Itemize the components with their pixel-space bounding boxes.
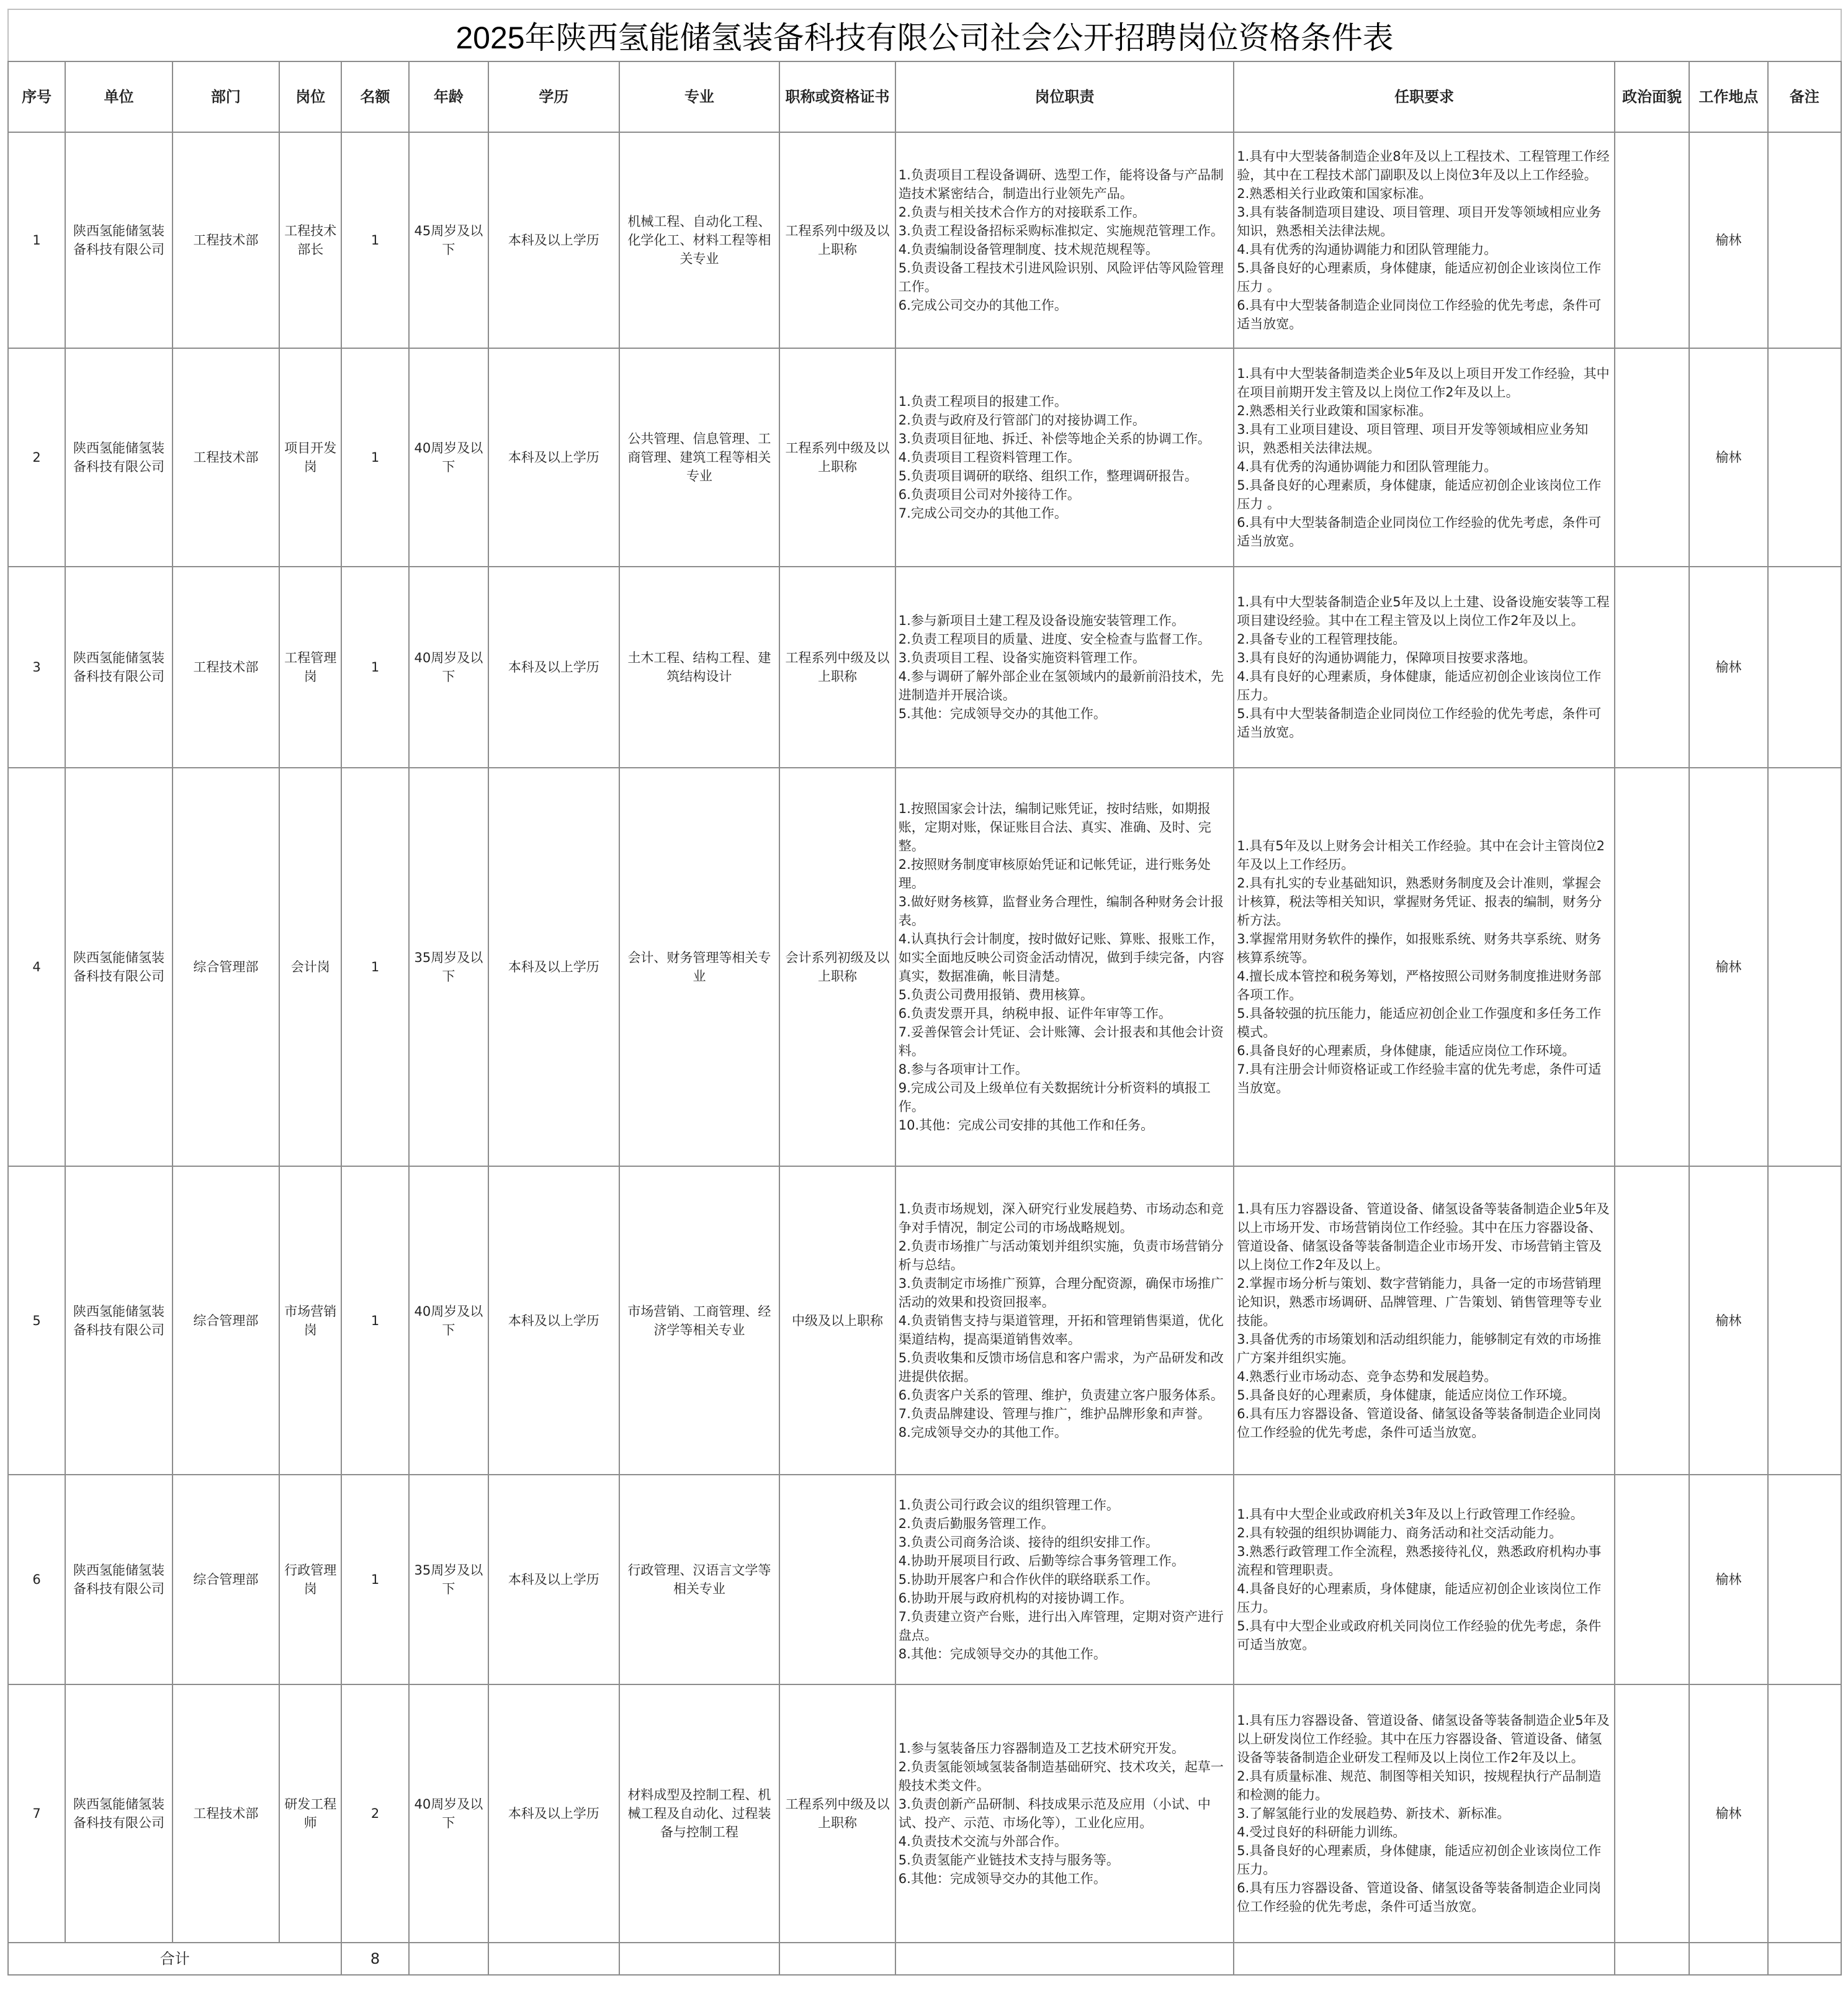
- requirement-item: 3.了解氢能行业的发展趋势、新技术、新标准。: [1237, 1806, 1510, 1821]
- requirement-item: 2.具有质量标准、规范、制图等相关知识，按规程执行产品制造和检测的能力。: [1237, 1769, 1602, 1802]
- duty-item: 1.负责公司行政会议的组织管理工作。: [898, 1498, 1119, 1513]
- cell-politics: [1615, 768, 1689, 1166]
- cell-unit: 陕西氢能储氢装备科技有限公司: [65, 1475, 172, 1684]
- cell-major: 土木工程、结构工程、建筑结构设计: [619, 567, 780, 768]
- duty-item: 5.其他：完成领导交办的其他工作。: [898, 706, 1106, 721]
- cell-remark: [1768, 1166, 1841, 1475]
- total-empty-cell: [488, 1943, 619, 1975]
- cell-no: 5: [8, 1166, 65, 1475]
- cell-major: 机械工程、自动化工程、化学化工、材料工程等相关专业: [619, 132, 780, 348]
- requirement-item: 5.具备良好的心理素质，身体健康，能适应初创企业该岗位工作压力。: [1237, 1843, 1602, 1877]
- requirement-item: 2.掌握市场分析与策划、数字营销能力，具备一定的市场营销理论知识，熟悉市场调研、品牌管理、广告策划、销售管理等专业技能。: [1237, 1275, 1602, 1328]
- requirement-item: 3.具有良好的沟通协调能力，保障项目按要求落地。: [1237, 650, 1536, 665]
- cell-location: 榆林: [1689, 1166, 1767, 1475]
- cell-dept: 工程技术部: [173, 1684, 279, 1943]
- cell-location: 榆林: [1689, 1684, 1767, 1943]
- cell-requirements: [1234, 1166, 1615, 1475]
- requirement-item: 6.具有中大型装备制造企业同岗位工作经验的优先考虑，条件可适当放宽。: [1237, 298, 1602, 331]
- cell-politics: [1615, 132, 1689, 348]
- table-row: [8, 567, 1841, 768]
- requirement-item: 1.具有中大型装备制造企业8年及以上工程技术、工程管理工作经验，其中在工程技术部门副职及以上岗位3年及以上工作经验。: [1237, 149, 1610, 182]
- cell-location: 榆林: [1689, 768, 1767, 1166]
- duty-item: 4.参与调研了解外部企业在氢领域内的最新前沿技术，先进制造并开展洽谈。: [898, 669, 1224, 703]
- cell-unit: 陕西氢能储氢装备科技有限公司: [65, 567, 172, 768]
- duty-item: 6.其他：完成领导交办的其他工作。: [898, 1871, 1106, 1886]
- cell-requirements: [1234, 768, 1615, 1166]
- cell-location: 榆林: [1689, 348, 1767, 567]
- requirement-item: 1.具有中大型装备制造类企业5年及以上项目开发工作经验，其中在项目前期开发主管及以上岗位工作2年及以上。: [1237, 366, 1610, 400]
- cell-edu: 本科及以上学历: [488, 1475, 619, 1684]
- cell-cert: 工程系列中级及以上职称: [779, 132, 895, 348]
- col-header-cert: 职称或资格证书: [779, 61, 895, 132]
- cell-dept: 综合管理部: [173, 1475, 279, 1684]
- cell-post: 研发工程师: [279, 1684, 341, 1943]
- requirement-item: 5.具有中大型企业或政府机关同岗位工作经验的优先考虑，条件可适当放宽。: [1237, 1619, 1602, 1652]
- cell-remark: [1768, 1684, 1841, 1943]
- cell-no: 3: [8, 567, 65, 768]
- cell-duties: [895, 567, 1234, 768]
- sheet-title: 2025年陕西氢能储氢装备科技有限公司社会公开招聘岗位资格条件表: [7, 9, 1842, 61]
- cell-age: 40周岁及以下: [409, 1166, 488, 1475]
- cell-no: 6: [8, 1475, 65, 1684]
- requirement-item: 5.具备良好的心理素质，身体健康，能适应初创企业该岗位工作压力 。: [1237, 261, 1602, 294]
- total-empty-cell: [619, 1943, 780, 1975]
- table-row: [8, 768, 1841, 1166]
- cell-politics: [1615, 1475, 1689, 1684]
- requirement-item: 4.具有良好的心理素质，身体健康，能适应初创企业该岗位工作压力。: [1237, 669, 1602, 703]
- duty-item: 7.负责建立资产台账，进行出入库管理，定期对资产进行盘点。: [898, 1609, 1224, 1643]
- duty-item: 4.负责项目工程资料管理工作。: [898, 450, 1080, 465]
- table-row: [8, 132, 1841, 348]
- cell-post: 行政管理岗: [279, 1475, 341, 1684]
- requirement-item: 3.具备优秀的市场策划和活动组织能力，能够制定有效的市场推广方案并组织实施。: [1237, 1331, 1602, 1365]
- requirement-item: 2.具有较强的组织协调能力、商务活动和社交活动能力。: [1237, 1526, 1563, 1540]
- col-header-politics: 政治面貌: [1615, 61, 1689, 132]
- duty-item: 3.做好财务核算，监督业务合理性，编制各种财务会计报表。: [898, 894, 1224, 928]
- duty-item: 2.按照财务制度审核原始凭证和记帐凭证，进行账务处理。: [898, 857, 1211, 891]
- duty-item: 1.负责工程项目的报建工作。: [898, 394, 1067, 409]
- cell-count: 1: [341, 132, 408, 348]
- cell-remark: [1768, 1475, 1841, 1684]
- duty-item: 8.参与各项审计工作。: [898, 1062, 1028, 1077]
- cell-duties: [895, 1166, 1234, 1475]
- cell-politics: [1615, 1166, 1689, 1475]
- requirement-item: 7.具有注册会计师资格证或工作经验丰富的优先考虑，条件可适当放宽。: [1237, 1062, 1602, 1095]
- cell-major: 行政管理、汉语言文学等相关专业: [619, 1475, 780, 1684]
- cell-duties: [895, 768, 1234, 1166]
- cell-requirements: [1234, 132, 1615, 348]
- total-empty-cell: [779, 1943, 895, 1975]
- duty-item: 6.协助开展与政府机构的对接协调工作。: [898, 1591, 1133, 1606]
- duty-item: 3.负责项目工程、设备实施资料管理工作。: [898, 650, 1146, 665]
- requirement-item: 3.掌握常用财务软件的操作，如报账系统、财务共享系统、财务核算系统等。: [1237, 932, 1602, 965]
- requirement-item: 4.具有优秀的沟通协调能力和团队管理能力。: [1237, 242, 1497, 257]
- requirement-item: 4.擅长成本管控和税务筹划，严格按照公司财务制度推进财务部各项工作。: [1237, 969, 1602, 1002]
- duty-item: 7.完成公司交办的其他工作。: [898, 506, 1067, 521]
- cell-edu: 本科及以上学历: [488, 348, 619, 567]
- cell-dept: 综合管理部: [173, 1166, 279, 1475]
- total-empty-cell: [895, 1943, 1234, 1975]
- requirement-item: 4.具有优秀的沟通协调能力和团队管理能力。: [1237, 459, 1497, 474]
- cell-edu: 本科及以上学历: [488, 1684, 619, 1943]
- duty-item: 2.负责市场推广与活动策划并组织实施，负责市场营销分析与总结。: [898, 1238, 1224, 1272]
- cell-unit: 陕西氢能储氢装备科技有限公司: [65, 348, 172, 567]
- requirement-item: 3.熟悉行政管理工作全流程，熟悉接待礼仪，熟悉政府机构办事流程和管理职责。: [1237, 1544, 1602, 1578]
- cell-cert: 中级及以上职称: [779, 1166, 895, 1475]
- col-header-location: 工作地点: [1689, 61, 1767, 132]
- cell-remark: [1768, 768, 1841, 1166]
- duty-item: 7.负责品牌建设、管理与推广，维护品牌形象和声誉。: [898, 1406, 1211, 1421]
- cell-major: 材料成型及控制工程、机械工程及自动化、过程装备与控制工程: [619, 1684, 780, 1943]
- cell-count: 1: [341, 348, 408, 567]
- duty-item: 4.负责技术交流与外部合作。: [898, 1834, 1067, 1849]
- cell-edu: 本科及以上学历: [488, 1166, 619, 1475]
- duty-item: 5.负责设备工程技术引进风险识别、风险评估等风险管理工作。: [898, 261, 1224, 294]
- cell-requirements: [1234, 1475, 1615, 1684]
- duty-item: 1.负责项目工程设备调研、选型工作，能将设备与产品制造技术紧密结合，制造出行业领先产品。: [898, 168, 1224, 201]
- cell-requirements: [1234, 567, 1615, 768]
- requirement-item: 2.熟悉相关行业政策和国家标准。: [1237, 403, 1432, 418]
- cell-edu: 本科及以上学历: [488, 132, 619, 348]
- requirement-item: 4.具备良好的心理素质，身体健康，能适应初创企业该岗位工作压力。: [1237, 1581, 1602, 1615]
- cell-remark: [1768, 567, 1841, 768]
- requirement-item: 4.熟悉行业市场动态、竞争态势和发展趋势。: [1237, 1369, 1497, 1384]
- cell-politics: [1615, 567, 1689, 768]
- cell-dept: 综合管理部: [173, 768, 279, 1166]
- cell-major: 公共管理、信息管理、工商管理、建筑工程等相关专业: [619, 348, 780, 567]
- cell-location: 榆林: [1689, 567, 1767, 768]
- cell-cert: 会计系列初级及以上职称: [779, 768, 895, 1166]
- duty-item: 2.负责工程项目的质量、进度、安全检查与监督工作。: [898, 632, 1211, 647]
- cell-post: 项目开发岗: [279, 348, 341, 567]
- cell-post: 会计岗: [279, 768, 341, 1166]
- total-empty-cell: [1234, 1943, 1615, 1975]
- cell-age: 40周岁及以下: [409, 1684, 488, 1943]
- requirement-item: 6.具备良好的心理素质，身体健康，能适应岗位工作环境。: [1237, 1043, 1576, 1058]
- duty-item: 2.负责氢能领域氢装备制造基础研究、技术攻关，起草一般技术类文件。: [898, 1760, 1224, 1793]
- cell-location: 榆林: [1689, 132, 1767, 348]
- requirement-item: 1.具有中大型装备制造企业5年及以上土建、设备设施安装等工程项目建设经验。其中在工程主管及以上岗位工作2年及以上。: [1237, 595, 1610, 628]
- requirement-item: 2.具备专业的工程管理技能。: [1237, 632, 1406, 647]
- requirement-item: 5.具有中大型装备制造企业同岗位工作经验的优先考虑，条件可适当放宽。: [1237, 706, 1602, 740]
- duty-item: 2.负责与相关技术合作方的对接联系工作。: [898, 205, 1146, 220]
- col-header-no: 序号: [8, 61, 65, 132]
- cell-post: 工程管理岗: [279, 567, 341, 768]
- duty-item: 8.其他：完成领导交办的其他工作。: [898, 1647, 1106, 1661]
- table-row: [8, 1166, 1841, 1475]
- requirement-item: 2.熟悉相关行业政策和国家标准。: [1237, 186, 1432, 201]
- duty-item: 6.负责客户关系的管理、维护，负责建立客户服务体系。: [898, 1387, 1224, 1403]
- cell-dept: 工程技术部: [173, 132, 279, 348]
- cell-edu: 本科及以上学历: [488, 768, 619, 1166]
- total-count: 8: [341, 1943, 408, 1975]
- duty-item: 3.负责创新产品研制、科技成果示范及应用（小试、中试、投产、示范、市场化等），工业化应用。: [898, 1797, 1211, 1830]
- duty-item: 3.负责工程设备招标采购标准拟定、实施规范管理工作。: [898, 223, 1224, 238]
- duty-item: 5.负责公司费用报销、费用核算。: [898, 987, 1093, 1002]
- requirement-item: 6.具有中大型装备制造企业同岗位工作经验的优先考虑，条件可适当放宽。: [1237, 515, 1602, 549]
- col-header-major: 专业: [619, 61, 780, 132]
- duty-item: 4.负责编制设备管理制度、技术规范规程等。: [898, 242, 1159, 257]
- duty-item: 3.负责公司商务洽谈、接待的组织安排工作。: [898, 1535, 1159, 1550]
- col-header-dept: 部门: [173, 61, 279, 132]
- duty-item: 9.完成公司及上级单位有关数据统计分析资料的填报工作。: [898, 1081, 1211, 1114]
- recruitment-sheet: [7, 9, 1842, 1976]
- requirement-item: 6.具有压力容器设备、管道设备、储氢设备等装备制造企业同岗位工作经验的优先考虑，条件可适当放宽。: [1237, 1406, 1602, 1440]
- duty-item: 1.参与氢装备压力容器制造及工艺技术研究开发。: [898, 1741, 1185, 1756]
- cell-location: 榆林: [1689, 1475, 1767, 1684]
- total-row: [8, 1943, 1841, 1975]
- requirement-item: 3.具有工业项目建设、项目管理、项目开发等领域相应业务知识，熟悉相关法律法规。: [1237, 422, 1589, 456]
- table-row: [8, 1684, 1841, 1943]
- duty-item: 10.其他：完成公司安排的其他工作和任务。: [898, 1118, 1154, 1133]
- table-row: [8, 348, 1841, 567]
- col-header-age: 年龄: [409, 61, 488, 132]
- col-header-remark: 备注: [1768, 61, 1841, 132]
- requirement-item: 5.具备较强的抗压能力，能适应初创企业工作强度和多任务工作模式。: [1237, 1006, 1602, 1040]
- cell-count: 1: [341, 567, 408, 768]
- duty-item: 5.负责氢能产业链技术支持与服务等。: [898, 1853, 1119, 1868]
- cell-dept: 工程技术部: [173, 348, 279, 567]
- cell-no: 1: [8, 132, 65, 348]
- cell-no: 4: [8, 768, 65, 1166]
- requirement-item: 1.具有5年及以上财务会计相关工作经验。其中在会计主管岗位2年及以上工作经历。: [1237, 838, 1605, 872]
- positions-table: [7, 61, 1842, 1976]
- total-empty-cell: [1689, 1943, 1767, 1975]
- cell-duties: [895, 348, 1234, 567]
- cell-age: 45周岁及以下: [409, 132, 488, 348]
- cell-age: 40周岁及以下: [409, 348, 488, 567]
- cell-post: 工程技术部长: [279, 132, 341, 348]
- cell-major: 会计、财务管理等相关专业: [619, 768, 780, 1166]
- cell-no: 2: [8, 348, 65, 567]
- duty-item: 5.负责收集和反馈市场信息和客户需求，为产品研发和改进提供依据。: [898, 1350, 1224, 1384]
- cell-duties: [895, 1475, 1234, 1684]
- duty-item: 8.完成领导交办的其他工作。: [898, 1424, 1067, 1440]
- cell-age: 35周岁及以下: [409, 1475, 488, 1684]
- cell-duties: [895, 1684, 1234, 1943]
- cell-politics: [1615, 1684, 1689, 1943]
- cell-cert: 工程系列中级及以上职称: [779, 348, 895, 567]
- cell-remark: [1768, 132, 1841, 348]
- col-header-reqs: 任职要求: [1234, 61, 1615, 132]
- cell-remark: [1768, 348, 1841, 567]
- cell-dept: 工程技术部: [173, 567, 279, 768]
- cell-count: 2: [341, 1684, 408, 1943]
- duty-item: 3.负责项目征地、拆迁、补偿等地企关系的协调工作。: [898, 431, 1211, 446]
- cell-requirements: [1234, 1684, 1615, 1943]
- cell-cert: 工程系列中级及以上职称: [779, 567, 895, 768]
- duty-item: 1.负责市场规划，深入研究行业发展趋势、市场动态和竞争对手情况，制定公司的市场战略规划。: [898, 1201, 1224, 1235]
- duty-item: 4.协助开展项目行政、后勤等综合事务管理工作。: [898, 1553, 1185, 1568]
- cell-unit: 陕西氢能储氢装备科技有限公司: [65, 1684, 172, 1943]
- cell-politics: [1615, 348, 1689, 567]
- duty-item: 3.负责制定市场推广预算，合理分配资源，确保市场推广活动的效果和投资回报率。: [898, 1275, 1224, 1310]
- cell-edu: 本科及以上学历: [488, 567, 619, 768]
- cell-age: 35周岁及以下: [409, 768, 488, 1166]
- col-header-duties: 岗位职责: [895, 61, 1234, 132]
- cell-major: 市场营销、工商管理、经济学等相关专业: [619, 1166, 780, 1475]
- requirement-item: 3.具有装备制造项目建设、项目管理、项目开发等领域相应业务知识，熟悉相关法律法规。: [1237, 205, 1602, 238]
- requirement-item: 2.具有扎实的专业基础知识，熟悉财务制度及会计准则，掌握会计核算，税法等相关知识，掌握财务凭证、报表的编制，财务分析方法。: [1237, 876, 1602, 928]
- requirement-item: 6.具有压力容器设备、管道设备、储氢设备等装备制造企业同岗位工作经验的优先考虑，条件可适当放宽。: [1237, 1881, 1602, 1914]
- total-empty-cell: [409, 1943, 488, 1975]
- col-header-unit: 单位: [65, 61, 172, 132]
- col-header-post: 岗位: [279, 61, 341, 132]
- requirement-item: 1.具有中大型企业或政府机关3年及以上行政管理工作经验。: [1237, 1507, 1584, 1522]
- cell-requirements: [1234, 348, 1615, 567]
- requirement-item: 1.具有压力容器设备、管道设备、储氢设备等装备制造企业5年及以上研发岗位工作经验。其中在压力容器设备、管道设备、储氢设备等装备制造企业研发工程师及以上岗位工作2年及以上。: [1237, 1713, 1610, 1765]
- total-empty-cell: [1768, 1943, 1841, 1975]
- duty-item: 2.负责与政府及行管部门的对接协调工作。: [898, 413, 1146, 428]
- col-header-count: 名额: [341, 61, 408, 132]
- duty-item: 6.负责项目公司对外接待工作。: [898, 487, 1080, 502]
- col-header-edu: 学历: [488, 61, 619, 132]
- total-label: 合计: [8, 1943, 341, 1975]
- requirement-item: 4.受过良好的科研能力训练。: [1237, 1825, 1406, 1840]
- cell-unit: 陕西氢能储氢装备科技有限公司: [65, 132, 172, 348]
- duty-item: 2.负责后勤服务管理工作。: [898, 1516, 1054, 1531]
- cell-duties: [895, 132, 1234, 348]
- duty-item: 5.协助开展客户和合作伙伴的联络联系工作。: [898, 1572, 1159, 1587]
- requirement-item: 5.具备良好的心理素质，身体健康，能适应岗位工作环境。: [1237, 1387, 1576, 1403]
- cell-count: 1: [341, 768, 408, 1166]
- duty-item: 4.认真执行会计制度，按时做好记账、算账、报账工作，如实全面地反映公司资金活动情况，做到手续完备，内容真实，数据准确，帐目清楚。: [898, 932, 1224, 984]
- cell-age: 40周岁及以下: [409, 567, 488, 768]
- duty-item: 1.按照国家会计法，编制记账凭证，按时结账，如期报账，定期对账，保证账目合法、真实、准确、及时、完整。: [898, 801, 1211, 853]
- cell-post: 市场营销岗: [279, 1166, 341, 1475]
- duty-item: 1.参与新项目土建工程及设备设施安装管理工作。: [898, 613, 1185, 628]
- cell-count: 1: [341, 1475, 408, 1684]
- duty-item: 7.妥善保管会计凭证、会计账簿、会计报表和其他会计资料。: [898, 1025, 1224, 1058]
- duty-item: 5.负责项目调研的联络、组织工作，整理调研报告。: [898, 469, 1198, 483]
- requirement-item: 1.具有压力容器设备、管道设备、储氢设备等装备制造企业5年及以上市场开发、市场营销岗位工作经验。其中在压力容器设备、管道设备、储氢设备等装备制造企业市场开发、市场营销主管及以上岗位工作2年及以上。: [1237, 1201, 1610, 1272]
- total-empty-cell: [1615, 1943, 1689, 1975]
- duty-item: 6.完成公司交办的其他工作。: [898, 298, 1067, 313]
- duty-item: 6.负责发票开具，纳税申报、证件年审等工作。: [898, 1006, 1172, 1021]
- cell-unit: 陕西氢能储氢装备科技有限公司: [65, 1166, 172, 1475]
- cell-count: 1: [341, 1166, 408, 1475]
- cell-cert: [779, 1475, 895, 1684]
- table-header-row: [8, 61, 1841, 132]
- duty-item: 4.负责销售支持与渠道管理，开拓和管理销售渠道，优化渠道结构，提高渠道销售效率。: [898, 1313, 1224, 1347]
- cell-cert: 工程系列中级及以上职称: [779, 1684, 895, 1943]
- cell-no: 7: [8, 1684, 65, 1943]
- cell-unit: 陕西氢能储氢装备科技有限公司: [65, 768, 172, 1166]
- table-row: [8, 1475, 1841, 1684]
- requirement-item: 5.具备良好的心理素质，身体健康，能适应初创企业该岗位工作压力 。: [1237, 478, 1602, 511]
